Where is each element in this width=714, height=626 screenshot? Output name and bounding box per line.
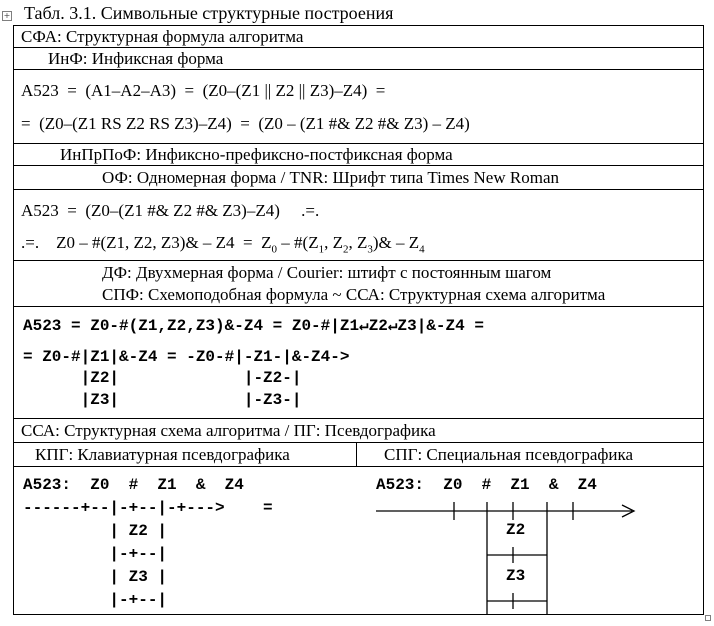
spg-z2: Z2 bbox=[506, 521, 526, 539]
inf-label: ИнФ: Инфиксная форма bbox=[48, 49, 224, 68]
table-move-handle[interactable]: + bbox=[3, 11, 11, 20]
sfa-label: СФА: Структурная формула алгоритма bbox=[21, 27, 304, 46]
row-of-formulas bbox=[14, 190, 703, 261]
spf-label: СПФ: Схемоподобная формула ~ ССА: Структурная схема алгоритма bbox=[102, 285, 606, 304]
df-label: ДФ: Двухмерная форма / Courier: штифт с постоянным шагом bbox=[102, 263, 552, 282]
inf-formula-line-1: A523 = (A1–A2–A3) = (Z0–(Z1 || Z2 || Z3)–Z4) = bbox=[21, 81, 386, 100]
kpg-label: КПГ: Клавиатурная псевдографика bbox=[35, 445, 290, 464]
row-courier-formulas bbox=[14, 307, 703, 419]
kpg-line-4: |-+--| bbox=[23, 545, 168, 563]
inprpof-label: ИнПрПоФ: Инфиксно-префиксно-постфиксная форма bbox=[60, 145, 453, 164]
kpg-line-2: ------+--|-+--|-+---> = bbox=[23, 499, 273, 517]
row-df-spf bbox=[14, 261, 703, 307]
table-resize-handle[interactable] bbox=[705, 615, 711, 621]
inf-formula-line-2: = (Z0–(Z1 RS Z2 RS Z3)–Z4) = (Z0 – (Z1 #& Z2 #& Z3) – Z4) bbox=[21, 114, 470, 133]
kpg-line-6: |-+--| bbox=[23, 591, 168, 609]
spg-label: СПГ: Специальная псевдографика bbox=[384, 445, 634, 464]
spg-diagram bbox=[364, 497, 654, 615]
of-label: ОФ: Одномерная форма / TNR: Шрифт типа Times New Roman bbox=[102, 168, 559, 187]
row-inf-formulas bbox=[14, 70, 703, 144]
kpg-line-1: A523: Z0 # Z1 & Z4 bbox=[23, 476, 244, 494]
spg-line-1: A523: Z0 # Z1 & Z4 bbox=[376, 476, 597, 494]
row-inf bbox=[14, 48, 703, 70]
courier-line-4: |Z3| |-Z3-| bbox=[23, 391, 302, 409]
row-of bbox=[14, 166, 703, 190]
kpg-line-5: | Z3 | bbox=[23, 568, 168, 586]
courier-line-3: |Z2| |-Z2-| bbox=[23, 369, 302, 387]
row-sfa bbox=[14, 26, 703, 48]
table-caption: Табл. 3.1. Символьные структурные построения bbox=[24, 3, 394, 23]
spg-z3: Z3 bbox=[506, 567, 526, 585]
row-ssa bbox=[14, 419, 703, 443]
row-inprpof bbox=[14, 144, 703, 166]
row-pseudographics bbox=[14, 467, 703, 614]
kpg-line-3: | Z2 | bbox=[23, 522, 168, 540]
courier-line-1: A523 = Z0-#(Z1,Z2,Z3)&-Z4 = Z0-#|Z1↵Z2↵Z3|&-Z4 = bbox=[23, 317, 484, 335]
of-formula-line-2: .=. Z0 – #(Z1, Z2, Z3)& – $Z4 = Z_0$ – $\#(Z_1$, $Z_2$, $Z_3)\& - Z_4$ bbox=[21, 233, 425, 256]
ssa-label: ССА: Структурная схема алгоритма / ПГ: Псевдографика bbox=[21, 421, 436, 440]
courier-line-2: = Z0-#|Z1|&-Z4 = -Z0-#|-Z1-|&-Z4-> bbox=[23, 348, 350, 366]
symbol-table bbox=[13, 25, 704, 615]
column-divider bbox=[356, 443, 357, 466]
row-kpg-spg bbox=[14, 443, 703, 467]
of-formula-line-1: A523 = (Z0–(Z1 #& Z2 #& Z3)–Z4) .=. bbox=[21, 201, 320, 220]
